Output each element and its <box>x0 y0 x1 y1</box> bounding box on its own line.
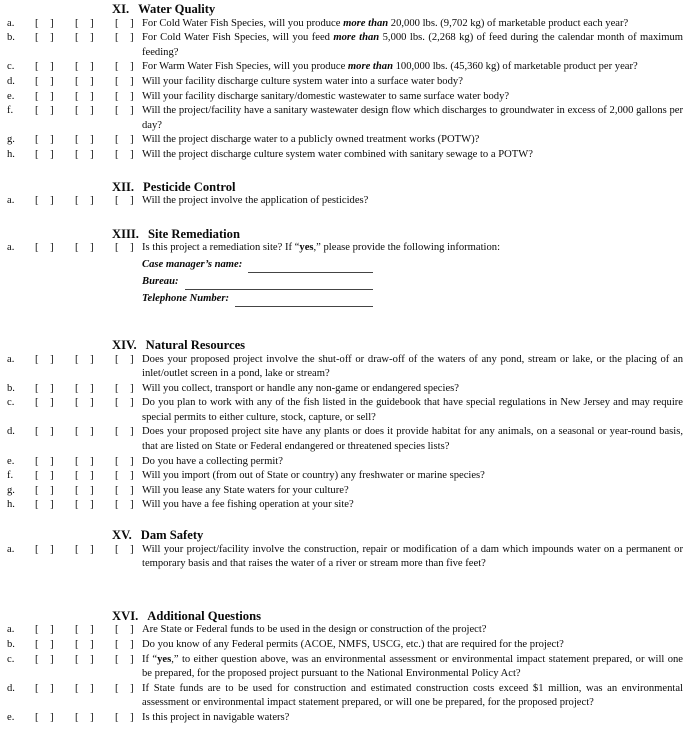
checkbox-col1-xiv-b[interactable]: [ ] <box>35 382 55 394</box>
field-label: Telephone Number: <box>142 292 230 304</box>
checkbox-col2-xi-c[interactable]: [ ] <box>75 61 95 73</box>
question-row-xiv-h <box>7 498 683 513</box>
question-text-segment: Does your proposed project involve the shut-off or draw-off of the waters of any pond, stream or lake, or the placing of an inlet/outlet screen in a pond, lake or stream? <box>142 353 683 380</box>
question-text-segment: Will you collect, transport or handle any non-game or endangered species? <box>142 382 459 394</box>
question-letter: a. <box>7 353 15 365</box>
section-xvi <box>7 609 683 726</box>
checkbox-col2-xi-b[interactable]: [ ] <box>75 32 95 44</box>
checkbox-col1-xiv-c[interactable]: [ ] <box>35 397 55 409</box>
section-xiii <box>7 227 683 307</box>
question-letter: a. <box>7 624 15 636</box>
question-text <box>142 90 683 105</box>
section-number: XI. <box>112 2 130 16</box>
question-row-xii-a <box>7 194 683 209</box>
question-text-segment: Will your project/facility involve the construction, repair or modification of a dam which impounds water on a permanent or temporary basis and that raises the water of a river or stream more than five feet? <box>142 543 683 570</box>
checkbox-col1-xvi-d[interactable]: [ ] <box>35 682 55 694</box>
checkbox-col3-xi-c[interactable]: [ ] <box>115 61 135 73</box>
question-text-segment: Are State or Federal funds to be used in the design or construction of the project? <box>142 624 487 636</box>
question-text-segment: Does your proposed project site have any plants or does it provide habitat for any animals, on a seasonal or year-round basis, that are listed on State or Federal endangered or threatened species lists? <box>142 426 683 453</box>
checkbox-col3-xiv-c[interactable]: [ ] <box>115 397 135 409</box>
question-text <box>142 194 683 209</box>
question-row-xvi-c <box>7 653 683 682</box>
question-row-xiv-e <box>7 455 683 470</box>
checkbox-col3-xiv-f[interactable]: [ ] <box>115 470 135 482</box>
checkbox-col3-xiv-h[interactable]: [ ] <box>115 499 135 511</box>
checkbox-col3-xi-a[interactable]: [ ] <box>115 17 135 29</box>
question-text <box>142 638 683 653</box>
question-row-xvi-e <box>7 711 683 726</box>
checkbox-col1-xi-a[interactable]: [ ] <box>35 17 55 29</box>
question-letter: c. <box>7 61 15 73</box>
question-text-segment: Will the project/facility have a sanitary wastewater design flow which discharges to groundwater in excess of 2,000 gallons per day? <box>142 105 683 131</box>
question-text-segment: Will the project discharge water to a publicly owned treatment works (POTW)? <box>142 134 480 146</box>
question-letter: c. <box>7 653 15 665</box>
checkbox-col3-xiv-d[interactable]: [ ] <box>115 426 135 438</box>
question-row-xiv-f <box>7 469 683 484</box>
checkbox-col2-xiii-a[interactable]: [ ] <box>75 242 95 254</box>
question-row-xi-b <box>7 31 683 60</box>
section-heading-xi <box>112 2 683 17</box>
question-text <box>142 623 683 638</box>
checkbox-col2-xi-d[interactable]: [ ] <box>75 75 95 87</box>
checkbox-col3-xi-e[interactable]: [ ] <box>115 90 135 102</box>
checkbox-col1-xii-a[interactable]: [ ] <box>35 195 55 207</box>
checkbox-col1-xiii-a[interactable]: [ ] <box>35 242 55 254</box>
question-text-segment: Will the project discharge culture system water combined with sanitary sewage to a POTW? <box>142 148 533 160</box>
checkbox-col1-xiv-g[interactable]: [ ] <box>35 484 55 496</box>
checkbox-col2-xiv-h[interactable]: [ ] <box>75 499 95 511</box>
question-text-segment: 5,000 lbs. (2,268 kg) of feed during the calendar month of maximum feeding? <box>142 32 683 58</box>
question-row-xi-e <box>7 90 683 105</box>
question-letter: h. <box>7 499 15 511</box>
field-row <box>142 256 373 273</box>
remediation-fields <box>142 256 683 307</box>
section-heading-xiii <box>112 227 683 242</box>
question-text-segment: more than <box>333 32 380 44</box>
question-letter: g. <box>7 134 15 146</box>
question-letter: b. <box>7 639 15 650</box>
checkbox-col1-xvi-a[interactable]: [ ] <box>35 624 55 636</box>
checkbox-col2-xiv-c[interactable]: [ ] <box>75 397 95 409</box>
question-row-xvi-b <box>7 638 683 653</box>
section-number: XVI. <box>112 608 139 623</box>
checkbox-col1-xvi-c[interactable]: [ ] <box>35 653 55 665</box>
question-letter: d. <box>7 75 15 87</box>
question-text <box>142 498 683 513</box>
checkbox-col1-xvi-e[interactable]: [ ] <box>35 711 55 723</box>
question-row-xiv-a <box>7 353 683 382</box>
checkbox-col1-xiv-e[interactable]: [ ] <box>35 455 55 467</box>
question-text-segment: Do you have a collecting permit? <box>142 455 283 467</box>
question-text <box>142 682 683 711</box>
checkbox-col2-xvi-d[interactable]: [ ] <box>75 682 95 694</box>
question-text <box>142 31 683 60</box>
field-row <box>142 273 373 290</box>
question-text <box>142 543 683 572</box>
checkbox-col3-xiii-a[interactable]: [ ] <box>115 242 135 254</box>
section-title: Site Remediation <box>147 226 240 241</box>
question-row-xiv-g <box>7 484 683 499</box>
field-blank-line[interactable] <box>235 292 373 307</box>
question-text-segment: For Cold Water Fish Species, will you feed <box>142 32 334 44</box>
question-letter: f. <box>7 105 14 117</box>
checkbox-col2-xi-e[interactable]: [ ] <box>75 90 95 102</box>
checkbox-col3-xiv-e[interactable]: [ ] <box>115 455 135 467</box>
checkbox-col2-xi-g[interactable]: [ ] <box>75 134 95 146</box>
question-row-xi-c <box>7 60 683 75</box>
field-label: Case manager’s name: <box>142 258 243 270</box>
question-letter: a. <box>7 195 15 207</box>
checkbox-col1-xi-f[interactable]: [ ] <box>35 105 55 117</box>
question-letter: g. <box>7 484 15 496</box>
question-text <box>142 455 683 470</box>
question-text <box>142 75 683 90</box>
question-text-segment: Is this project a remediation site? If “ <box>142 242 300 254</box>
question-text-segment: Do you plan to work with any of the fish listed in the guidebook that have special regulations in New Jersey and may require special permits to either culture, stock, capture, or sell? <box>142 397 683 423</box>
question-letter: a. <box>7 242 15 254</box>
checkbox-col2-xv-a[interactable]: [ ] <box>75 543 95 555</box>
checkbox-col2-xi-h[interactable]: [ ] <box>75 148 95 160</box>
checkbox-col1-xvi-b[interactable]: [ ] <box>35 639 55 650</box>
checkbox-col2-xvi-b[interactable]: [ ] <box>75 639 95 650</box>
checkbox-col2-xiv-d[interactable]: [ ] <box>75 426 95 438</box>
section-title: Natural Resources <box>145 337 246 352</box>
question-text-segment: Will the project involve the application of pesticides? <box>142 195 369 207</box>
section-xv <box>7 528 683 572</box>
question-text-segment: ,” to either question above, was an environmental assessment or environmental impact statement prepared, or will one be prepared, for the proposed project pursuant to the National Environmental Policy Act? <box>142 653 684 680</box>
checkbox-col3-xvi-b[interactable]: [ ] <box>115 639 135 650</box>
question-text-segment: Do you know of any Federal permits (ACOE, NMFS, USCG, etc.) that are required for the project? <box>142 639 564 650</box>
question-row-xiv-c <box>7 396 683 425</box>
checkbox-col1-xi-g[interactable]: [ ] <box>35 134 55 146</box>
section-title: Dam Safety <box>140 528 204 543</box>
question-text-segment: 20,000 lbs. (9,702 kg) of marketable product each year? <box>388 17 629 29</box>
section-number: XIV. <box>112 337 137 352</box>
checkbox-col3-xiv-a[interactable]: [ ] <box>115 353 135 365</box>
question-letter: a. <box>7 543 15 555</box>
section-xi <box>7 2 683 163</box>
question-text-segment: ,” please provide the following information: <box>313 242 501 254</box>
checkbox-col3-xi-f[interactable]: [ ] <box>115 105 135 117</box>
checkbox-col1-xv-a[interactable]: [ ] <box>35 543 55 555</box>
checkbox-col1-xi-c[interactable]: [ ] <box>35 61 55 73</box>
checkbox-col2-xvi-e[interactable]: [ ] <box>75 711 95 723</box>
checkbox-col1-xiv-d[interactable]: [ ] <box>35 426 55 438</box>
checkbox-col3-xi-h[interactable]: [ ] <box>115 148 135 160</box>
question-row-xi-g <box>7 133 683 148</box>
checkbox-col3-xiv-b[interactable]: [ ] <box>115 382 135 394</box>
checkbox-col3-xvi-e[interactable]: [ ] <box>115 711 135 723</box>
section-heading-xv <box>112 528 683 543</box>
checkbox-col1-xiv-a[interactable]: [ ] <box>35 353 55 365</box>
question-text <box>142 469 683 484</box>
checkbox-col2-xiv-g[interactable]: [ ] <box>75 484 95 496</box>
question-text <box>142 711 683 726</box>
question-text <box>142 484 683 499</box>
question-row-xi-f <box>7 104 683 133</box>
field-label: Bureau: <box>142 275 179 287</box>
question-letter: d. <box>7 426 15 438</box>
question-text-segment: Is this project in navigable waters? <box>142 711 290 723</box>
question-letter: b. <box>7 32 15 44</box>
question-letter: h. <box>7 148 15 160</box>
question-text-segment: more than <box>343 17 389 29</box>
section-xiv <box>7 338 683 513</box>
checkbox-col1-xiv-h[interactable]: [ ] <box>35 499 55 511</box>
question-row-xiv-d <box>7 425 683 454</box>
question-text <box>142 396 683 425</box>
section-heading-xiv <box>112 338 683 353</box>
question-text-segment: If “ <box>142 653 158 665</box>
question-text <box>142 133 683 148</box>
question-row-xvi-a <box>7 623 683 638</box>
checkbox-col3-xvi-c[interactable]: [ ] <box>115 653 135 665</box>
question-text <box>142 353 683 382</box>
checkbox-col1-xiv-f[interactable]: [ ] <box>35 470 55 482</box>
question-text <box>142 104 683 133</box>
question-letter: b. <box>7 382 15 394</box>
section-number: XIII. <box>112 226 139 241</box>
question-letter: d. <box>7 682 15 694</box>
checkbox-col3-xvi-d[interactable]: [ ] <box>115 682 135 694</box>
question-row-xiii-a <box>7 241 683 256</box>
section-title: Pesticide Control <box>143 179 236 194</box>
checkbox-col2-xi-f[interactable]: [ ] <box>75 105 95 117</box>
question-letter: e. <box>7 90 15 102</box>
question-row-xi-d <box>7 75 683 90</box>
checkbox-col3-xi-g[interactable]: [ ] <box>115 134 135 146</box>
question-text-segment: Will your facility discharge culture system water into a surface water body? <box>142 75 463 87</box>
question-text-segment: For Warm Water Fish Species, will you produce <box>142 61 348 73</box>
section-xii <box>7 180 683 209</box>
question-text-segment: Will you import (from out of State or country) any freshwater or marine species? <box>142 470 485 482</box>
question-letter: f. <box>7 470 14 482</box>
section-heading-xvi <box>112 609 683 624</box>
question-letter: e. <box>7 711 15 723</box>
question-text-segment: yes <box>157 653 172 665</box>
checkbox-col2-xi-a[interactable]: [ ] <box>75 17 95 29</box>
checkbox-col2-xvi-c[interactable]: [ ] <box>75 653 95 665</box>
question-text-segment: Will you have a fee fishing operation at your site? <box>142 499 354 511</box>
question-letter: e. <box>7 455 15 467</box>
question-text-segment: If State funds are to be used for construction and estimated construction costs exceed $1 million, was an environmental assessment or environmental impact statement prepared, or will one be prepared, for the proposed project? <box>142 682 683 709</box>
checkbox-col2-xiv-a[interactable]: [ ] <box>75 353 95 365</box>
field-blank-line[interactable] <box>248 258 373 273</box>
checkbox-col1-xi-d[interactable]: [ ] <box>35 75 55 87</box>
question-text-segment: For Cold Water Fish Species, will you produce <box>142 17 344 29</box>
checkbox-col3-xi-b[interactable]: [ ] <box>115 32 135 44</box>
checkbox-col3-xiv-g[interactable]: [ ] <box>115 484 135 496</box>
checkbox-col3-xvi-a[interactable]: [ ] <box>115 624 135 636</box>
checkbox-col2-xiv-f[interactable]: [ ] <box>75 470 95 482</box>
checkbox-col1-xi-e[interactable]: [ ] <box>35 90 55 102</box>
question-row-xiv-b <box>7 382 683 397</box>
question-row-xv-a <box>7 543 683 572</box>
section-heading-xii <box>112 180 683 195</box>
section-number: XII. <box>112 179 135 194</box>
checkbox-col3-xii-a[interactable]: [ ] <box>115 195 135 207</box>
question-row-xvi-d <box>7 682 683 711</box>
checkbox-col2-xii-a[interactable]: [ ] <box>75 195 95 207</box>
question-text <box>142 425 683 454</box>
section-number: XV. <box>112 528 132 543</box>
question-text-segment: yes <box>299 242 314 254</box>
checkbox-col1-xi-h[interactable]: [ ] <box>35 148 55 160</box>
question-text <box>142 60 683 75</box>
question-text <box>142 653 683 682</box>
question-text <box>142 382 683 397</box>
section-title: Water Quality <box>138 2 216 16</box>
question-text-segment: Will your facility discharge sanitary/domestic wastewater to same surface water body? <box>142 90 510 102</box>
question-text-segment: more than <box>347 61 393 73</box>
question-text <box>142 17 683 32</box>
question-text <box>142 241 683 256</box>
checkbox-col2-xvi-a[interactable]: [ ] <box>75 624 95 636</box>
checkbox-col3-xv-a[interactable]: [ ] <box>115 543 135 555</box>
checkbox-col2-xiv-e[interactable]: [ ] <box>75 455 95 467</box>
question-text-segment: Will you lease any State waters for your culture? <box>142 484 349 496</box>
field-blank-line[interactable] <box>185 275 374 290</box>
field-row <box>142 290 373 307</box>
checkbox-col1-xi-b[interactable]: [ ] <box>35 32 55 44</box>
question-text <box>142 148 683 163</box>
question-row-xi-a <box>7 17 683 32</box>
checkbox-col3-xi-d[interactable]: [ ] <box>115 75 135 87</box>
question-text-segment: 100,000 lbs. (45,360 kg) of marketable product per year? <box>392 61 638 73</box>
checkbox-col2-xiv-b[interactable]: [ ] <box>75 382 95 394</box>
question-letter: c. <box>7 397 15 409</box>
section-title: Additional Questions <box>147 608 261 623</box>
question-row-xi-h <box>7 148 683 163</box>
question-letter: a. <box>7 17 15 29</box>
